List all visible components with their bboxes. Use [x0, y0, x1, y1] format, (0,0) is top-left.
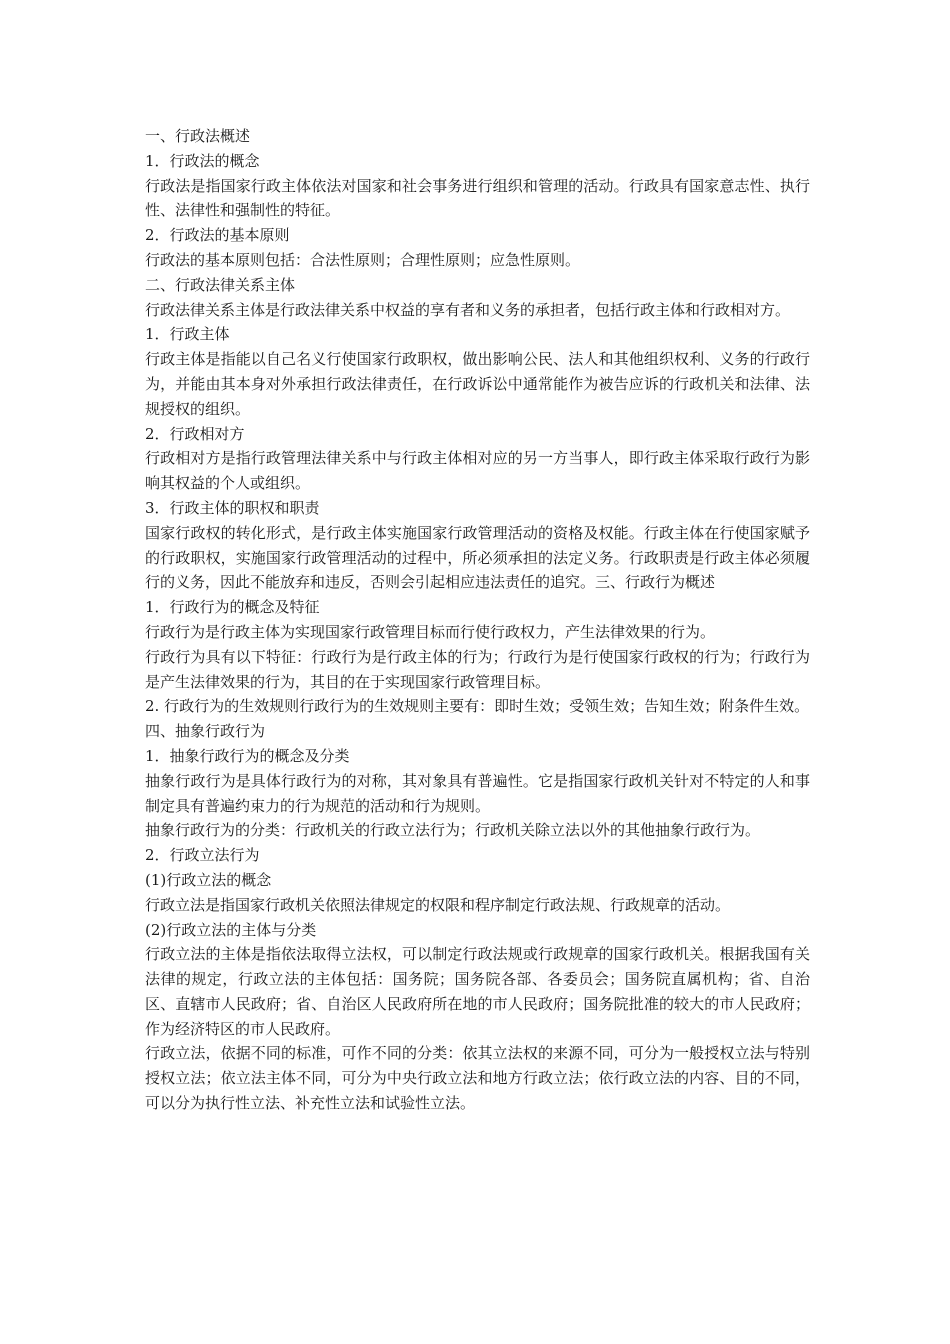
subheading: 2．行政法的基本原则 — [145, 226, 290, 245]
body-paragraph: 行政立法是指国家行政机关依照法律规定的权限和程序制定行政法规、行政规章的活动。 — [145, 895, 731, 914]
section-heading-2: 二、行政法律关系主体 — [145, 275, 296, 294]
body-paragraph: 行政立法的主体是指依法取得立法权，可以制定行政法规或行政规章的国家行政机关。根据我国有关法律的规定，行政立法的主体包括：国务院；国务院各部、各委员会；国务院直属机构；省、自治区、直辖市人民政府；省、自治区人民政府所在地的市人民政府；国务院批准的较大的市人民政府；作为经济特区的市人民政府。 — [145, 945, 810, 1038]
body-paragraph: 行政法的基本原则包括：合法性原则；合理性原则；应急性原则。 — [145, 250, 581, 269]
document-body — [145, 124, 810, 1116]
section-heading-4: 四、抽象行政行为 — [145, 722, 266, 741]
body-paragraph: 抽象行政行为的分类：行政机关的行政立法行为；行政机关除立法以外的其他抽象行政行为。 — [145, 821, 761, 840]
subheading: (2)行政立法的主体与分类 — [145, 920, 317, 939]
subheading: 1．抽象行政行为的概念及分类 — [145, 746, 350, 765]
body-paragraph: 行政相对方是指行政管理法律关系中与行政主体相对应的另一方当事人，即行政主体采取行政行为影响其权益的个人或组织。 — [145, 449, 810, 493]
body-paragraph: 行政行为具有以下特征：行政行为是行政主体的行为；行政行为是行使国家行政权的行为；行政行为是产生法律效果的行为，其目的在于实现国家行政管理目标。 — [145, 647, 810, 691]
body-paragraph: 行政法律关系主体是行政法律关系中权益的享有者和义务的承担者，包括行政主体和行政相对方。 — [145, 300, 791, 319]
body-paragraph: 抽象行政行为是具体行政行为的对称，其对象具有普遍性。它是指国家行政机关针对不特定的人和事制定具有普遍约束力的行为规范的活动和行为规则。 — [145, 771, 810, 815]
section-heading-1: 一、行政法概述 — [145, 127, 251, 145]
subheading: 1．行政法的概念 — [145, 151, 260, 170]
subheading: 2．行政立法行为 — [145, 846, 260, 865]
subheading: 2．行政相对方 — [145, 424, 245, 443]
body-paragraph: 2. 行政行为的生效规则行政行为的生效规则主要有：即时生效；受领生效；告知生效；附条件生效。 — [145, 697, 810, 716]
subheading: 3．行政主体的职权和职责 — [145, 498, 320, 517]
subheading: (1)行政立法的概念 — [145, 870, 272, 889]
body-paragraph: 国家行政权的转化形式，是行政主体实施国家行政管理活动的资格及权能。行政主体在行使国家赋予的行政职权，实施国家行政管理活动的过程中，所必须承担的法定义务。行政职责是行政主体必须履行的义务，因此不能放弃和违反，否则会引起相应违法责任的追究。三、行政行为概述 — [145, 523, 810, 592]
subheading: 1．行政主体 — [145, 325, 230, 344]
subheading: 1．行政行为的概念及特征 — [145, 598, 320, 617]
body-paragraph: 行政行为是行政主体为实现国家行政管理目标而行使行政权力，产生法律效果的行为。 — [145, 622, 716, 641]
body-paragraph: 行政立法，依据不同的标准，可作不同的分类：依其立法权的来源不同，可分为一般授权立法与特别授权立法；依立法主体不同，可分为中央行政立法和地方行政立法；依行政立法的内容、目的不同，可以分为执行性立法、补充性立法和试验性立法。 — [145, 1044, 810, 1113]
body-paragraph: 行政法是指国家行政主体依法对国家和社会事务进行组织和管理的活动。行政具有国家意志性、执行性、法律性和强制性的特征。 — [145, 176, 810, 220]
body-paragraph: 行政主体是指能以自己名义行使国家行政职权，做出影响公民、法人和其他组织权利、义务的行政行为，并能由其本身对外承担行政法律责任，在行政诉讼中通常能作为被告应诉的行政机关和法律、法规授权的组织。 — [145, 350, 810, 418]
